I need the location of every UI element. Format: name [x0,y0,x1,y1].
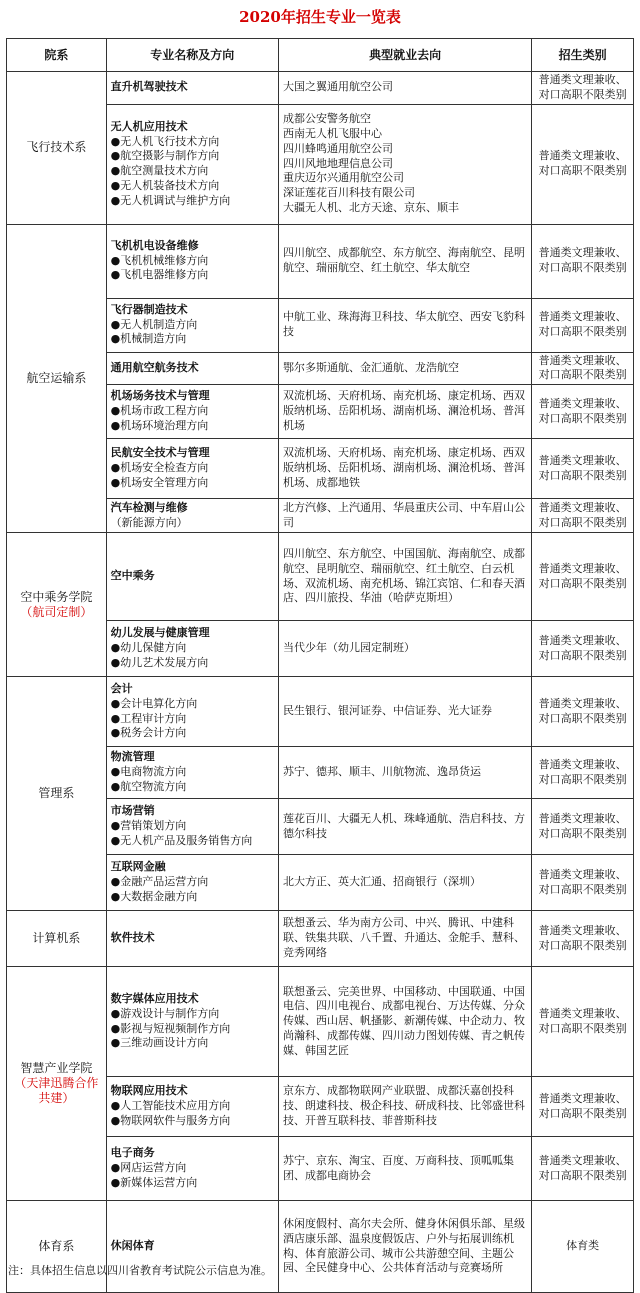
table-row [7,967,634,1077]
admission-type-cell: 普通类文理兼收、对口高职不限类别 [532,499,634,533]
major-direction: ●机械制造方向 [110,332,187,346]
admission-type-cell: 体育类 [532,1201,634,1293]
admission-type-cell: 普通类文理兼收、对口高职不限类别 [532,747,634,799]
major-direction: ●无人机产品及服务销售方向 [110,834,253,848]
major-name: 软件技术 [110,931,155,945]
major-name: 飞机机电设备维修 [110,238,199,252]
major-name: 无人机应用技术 [110,119,188,133]
major-name: 数字媒体应用技术 [110,992,199,1006]
major-direction: ●幼儿保健方向 [110,641,187,655]
major-cell [106,967,278,1077]
major-name: 互联网金融 [110,860,166,874]
department-name: 体育系 [38,1239,75,1254]
admission-type-cell: 普通类文理兼收、对口高职不限类别 [532,855,634,911]
major-cell [106,621,278,677]
table-row [7,911,634,967]
major-direction: ●大数据金融方向 [110,890,198,904]
table-header-row [7,39,634,72]
admission-type-cell: 普通类文理兼收、对口高职不限类别 [532,621,634,677]
majors-table [6,38,634,1293]
department-cell [7,72,107,225]
admission-type-cell: 普通类文理兼收、对口高职不限类别 [532,224,634,298]
major-cell [106,499,278,533]
major-direction: ●飞机机械维修方向 [110,253,209,267]
major-cell [106,352,278,385]
major-name: 机场场务技术与管理 [110,389,210,403]
major-direction: ●飞机电器维修方向 [110,268,209,282]
major-direction: ●航空物流方向 [110,780,187,794]
page-title: 2020年招生专业一览表 [239,8,401,26]
major-cell [106,298,278,352]
admission-type-cell: 普通类文理兼收、对口高职不限类别 [532,104,634,224]
jobs-cell: 休闲度假村、高尔夫会所、健身休闲俱乐部、星级酒店康乐部、温泉度假饭店、户外与拓展训练机构、体育旅游公司、城市公共游憩空间、主题公园、全民健身中心、公共体育活动与竞赛场所 [278,1201,531,1293]
major-direction: ●机场安全检查方向 [110,461,209,475]
jobs-cell: 苏宁、德邦、顺丰、川航物流、逸昂货运 [278,747,531,799]
major-direction: ●工程审计方向 [110,711,187,725]
admission-type-cell: 普通类文理兼收、对口高职不限类别 [532,72,634,105]
admission-type-cell: 普通类文理兼收、对口高职不限类别 [532,799,634,855]
major-cell [106,385,278,439]
major-direction: ●无人机调试与维护方向 [110,193,231,207]
header-major: 专业名称及方向 [106,39,278,72]
major-direction: ●三维动画设计方向 [110,1036,209,1050]
header-department: 院系 [7,39,107,72]
major-direction: ●无人机装备技术方向 [110,178,220,192]
major-name: 电子商务 [110,1146,155,1160]
major-direction: ●税务会计方向 [110,726,187,740]
major-cell [106,911,278,967]
major-name: 飞行器制造技术 [110,302,188,316]
major-name: 会计 [110,682,133,696]
major-direction: ●网店运营方向 [110,1161,187,1175]
major-direction: ●营销策划方向 [110,819,187,833]
jobs-cell: 联想蚤云、完美世界、中国移动、中国联通、中国电信、四川电视台、成都电视台、万达传媒、分众传媒、西山居、帆搔影、新潮传媒、中企动力、牧尚瀚科、成都传媒、四川动力图划传媒、青之帆传媒、韩国艺匠 [278,967,531,1077]
header-type: 招生类别 [532,39,634,72]
admission-type-cell: 普通类文理兼收、对口高职不限类别 [532,1137,634,1201]
jobs-cell: 莲花百川、大疆无人机、珠峰通航、浩启科技、方德尔科技 [278,799,531,855]
major-cell [106,1137,278,1201]
table-row [7,72,634,105]
department-cell [7,967,107,1201]
jobs-cell: 四川航空、成都航空、东方航空、海南航空、昆明航空、瑞丽航空、红土航空、华太航空 [278,224,531,298]
major-direction: ●电商物流方向 [110,765,187,779]
major-cell [106,224,278,298]
department-name: 飞行技术系 [26,140,87,155]
major-name: 民航安全技术与管理 [110,446,210,460]
jobs-cell: 四川航空、东方航空、中国国航、海南航空、成都航空、昆明航空、瑞丽航空、红土航空、白云机场、双流机场、南充机场、锦江宾馆、仁和春天酒店、四川旅投、华油（哈萨克斯坦） [278,533,531,621]
major-direction: （新能源方向） [110,515,188,529]
department-cell [7,677,107,911]
admission-type-cell: 普通类文理兼收、对口高职不限类别 [532,385,634,439]
major-direction: ●机场市政工程方向 [110,404,209,418]
admission-type-cell: 普通类文理兼收、对口高职不限类别 [532,439,634,499]
department-cell [7,911,107,967]
header-jobs: 典型就业去向 [278,39,531,72]
jobs-cell: 大国之翼通用航空公司 [278,72,531,105]
admission-type-cell: 普通类文理兼收、对口高职不限类别 [532,677,634,747]
department-name: 计算机系 [32,931,81,946]
major-direction: ●航空摄影与制作方向 [110,149,220,163]
major-direction: ●幼儿艺术发展方向 [110,656,209,670]
major-name: 物联网应用技术 [110,1084,188,1098]
major-direction: ●人工智能技术应用方向 [110,1099,231,1113]
admission-type-cell: 普通类文理兼收、对口高职不限类别 [532,298,634,352]
jobs-cell: 北方汽修、上汽通用、华晨重庆公司、中车眉山公司 [278,499,531,533]
admission-type-cell: 普通类文理兼收、对口高职不限类别 [532,533,634,621]
jobs-cell: 双流机场、天府机场、南充机场、康定机场、西双版纳机场、岳阳机场、湖南机场、澜沧机场、普洱机场、成都地铁 [278,439,531,499]
major-direction: ●新媒体运营方向 [110,1176,198,1190]
major-direction: ●物联网软件与服务方向 [110,1114,231,1128]
admission-type-cell: 普通类文理兼收、对口高职不限类别 [532,967,634,1077]
admission-type-cell: 普通类文理兼收、对口高职不限类别 [532,1077,634,1137]
table-row [7,677,634,747]
jobs-cell: 北大方正、英大汇通、招商银行（深圳） [278,855,531,911]
major-direction: ●机场环境治理方向 [110,419,209,433]
table-body [7,72,634,1293]
department-note: （航司定制） [20,604,93,619]
major-direction: ●无人机飞行技术方向 [110,134,220,148]
major-direction: ●机场安全管理方向 [110,476,209,490]
table-row [7,224,634,298]
major-cell [106,799,278,855]
major-cell [106,72,278,105]
major-name: 汽车检测与维修 [110,500,188,514]
major-name: 休闲体育 [110,1239,155,1253]
major-direction: ●金融产品运营方向 [110,875,209,889]
jobs-cell: 苏宁、京东、淘宝、百度、万商科技、顶呱呱集团、成都电商协会 [278,1137,531,1201]
major-name: 幼儿发展与健康管理 [110,626,210,640]
table-row [7,533,634,621]
table-row [7,1201,634,1293]
department-name: 航空运输系 [26,370,87,385]
major-cell [106,855,278,911]
jobs-cell: 民生银行、银河证券、中信证券、光大证券 [278,677,531,747]
jobs-cell: 联想蚤云、华为南方公司、中兴、腾讯、中建科联、铁集共联、八千置、升通达、金舵手、慧科、竞秀网络 [278,911,531,967]
admission-type-cell: 普通类文理兼收、对口高职不限类别 [532,352,634,385]
major-name: 直升机驾驶技术 [110,80,188,94]
department-cell [7,1201,107,1293]
major-cell [106,104,278,224]
major-name: 物流管理 [110,750,155,764]
major-name: 通用航空航务技术 [110,360,199,374]
major-cell [106,1201,278,1293]
department-note: （天津迅腾合作共建） [14,1076,99,1106]
jobs-cell: 双流机场、天府机场、南充机场、康定机场、西双版纳机场、岳阳机场、湖南机场、澜沧机场、普洱机场 [278,385,531,439]
major-name: 空中乘务 [110,569,155,583]
footnote: 注：具体招生信息以四川省教育考试院公示信息为准。 [8,1264,272,1277]
jobs-cell: 鄂尔多斯通航、金汇通航、龙浩航空 [278,352,531,385]
jobs-cell: 京东方、成都物联网产业联盟、成都沃嘉创投科技、朗逮科技、极企科技、研成科技、比邻盛世科技、开普互联科技、菲普斯科技 [278,1077,531,1137]
major-cell [106,1077,278,1137]
major-direction: ●影视与短视频制作方向 [110,1021,231,1035]
major-name: 市场营销 [110,804,155,818]
major-cell [106,533,278,621]
jobs-cell: 中航工业、珠海海卫科技、华太航空、西安飞豹科技 [278,298,531,352]
department-name: 空中乘务学院 [20,589,93,604]
jobs-cell: 成都公安警务航空 西南无人机飞服中心 四川蜂鸣通用航空公司 四川风地地理信息公司 重庆迈尔兴通用航空公司 深证莲花百川科技有限公司 大疆无人机、北方天途、京东、顺丰 [278,104,531,224]
department-name: 管理系 [38,786,75,801]
jobs-cell: 当代少年（幼儿园定制班） [278,621,531,677]
major-direction: ●航空测量技术方向 [110,164,209,178]
department-cell [7,533,107,677]
department-cell [7,224,107,533]
major-direction: ●无人机制造方向 [110,317,198,331]
major-cell [106,677,278,747]
major-cell [106,439,278,499]
major-direction: ●会计电算化方向 [110,696,198,710]
major-cell [106,747,278,799]
admission-type-cell: 普通类文理兼收、对口高职不限类别 [532,911,634,967]
department-name: 智慧产业学院 [20,1061,93,1076]
major-direction: ●游戏设计与制作方向 [110,1006,220,1020]
